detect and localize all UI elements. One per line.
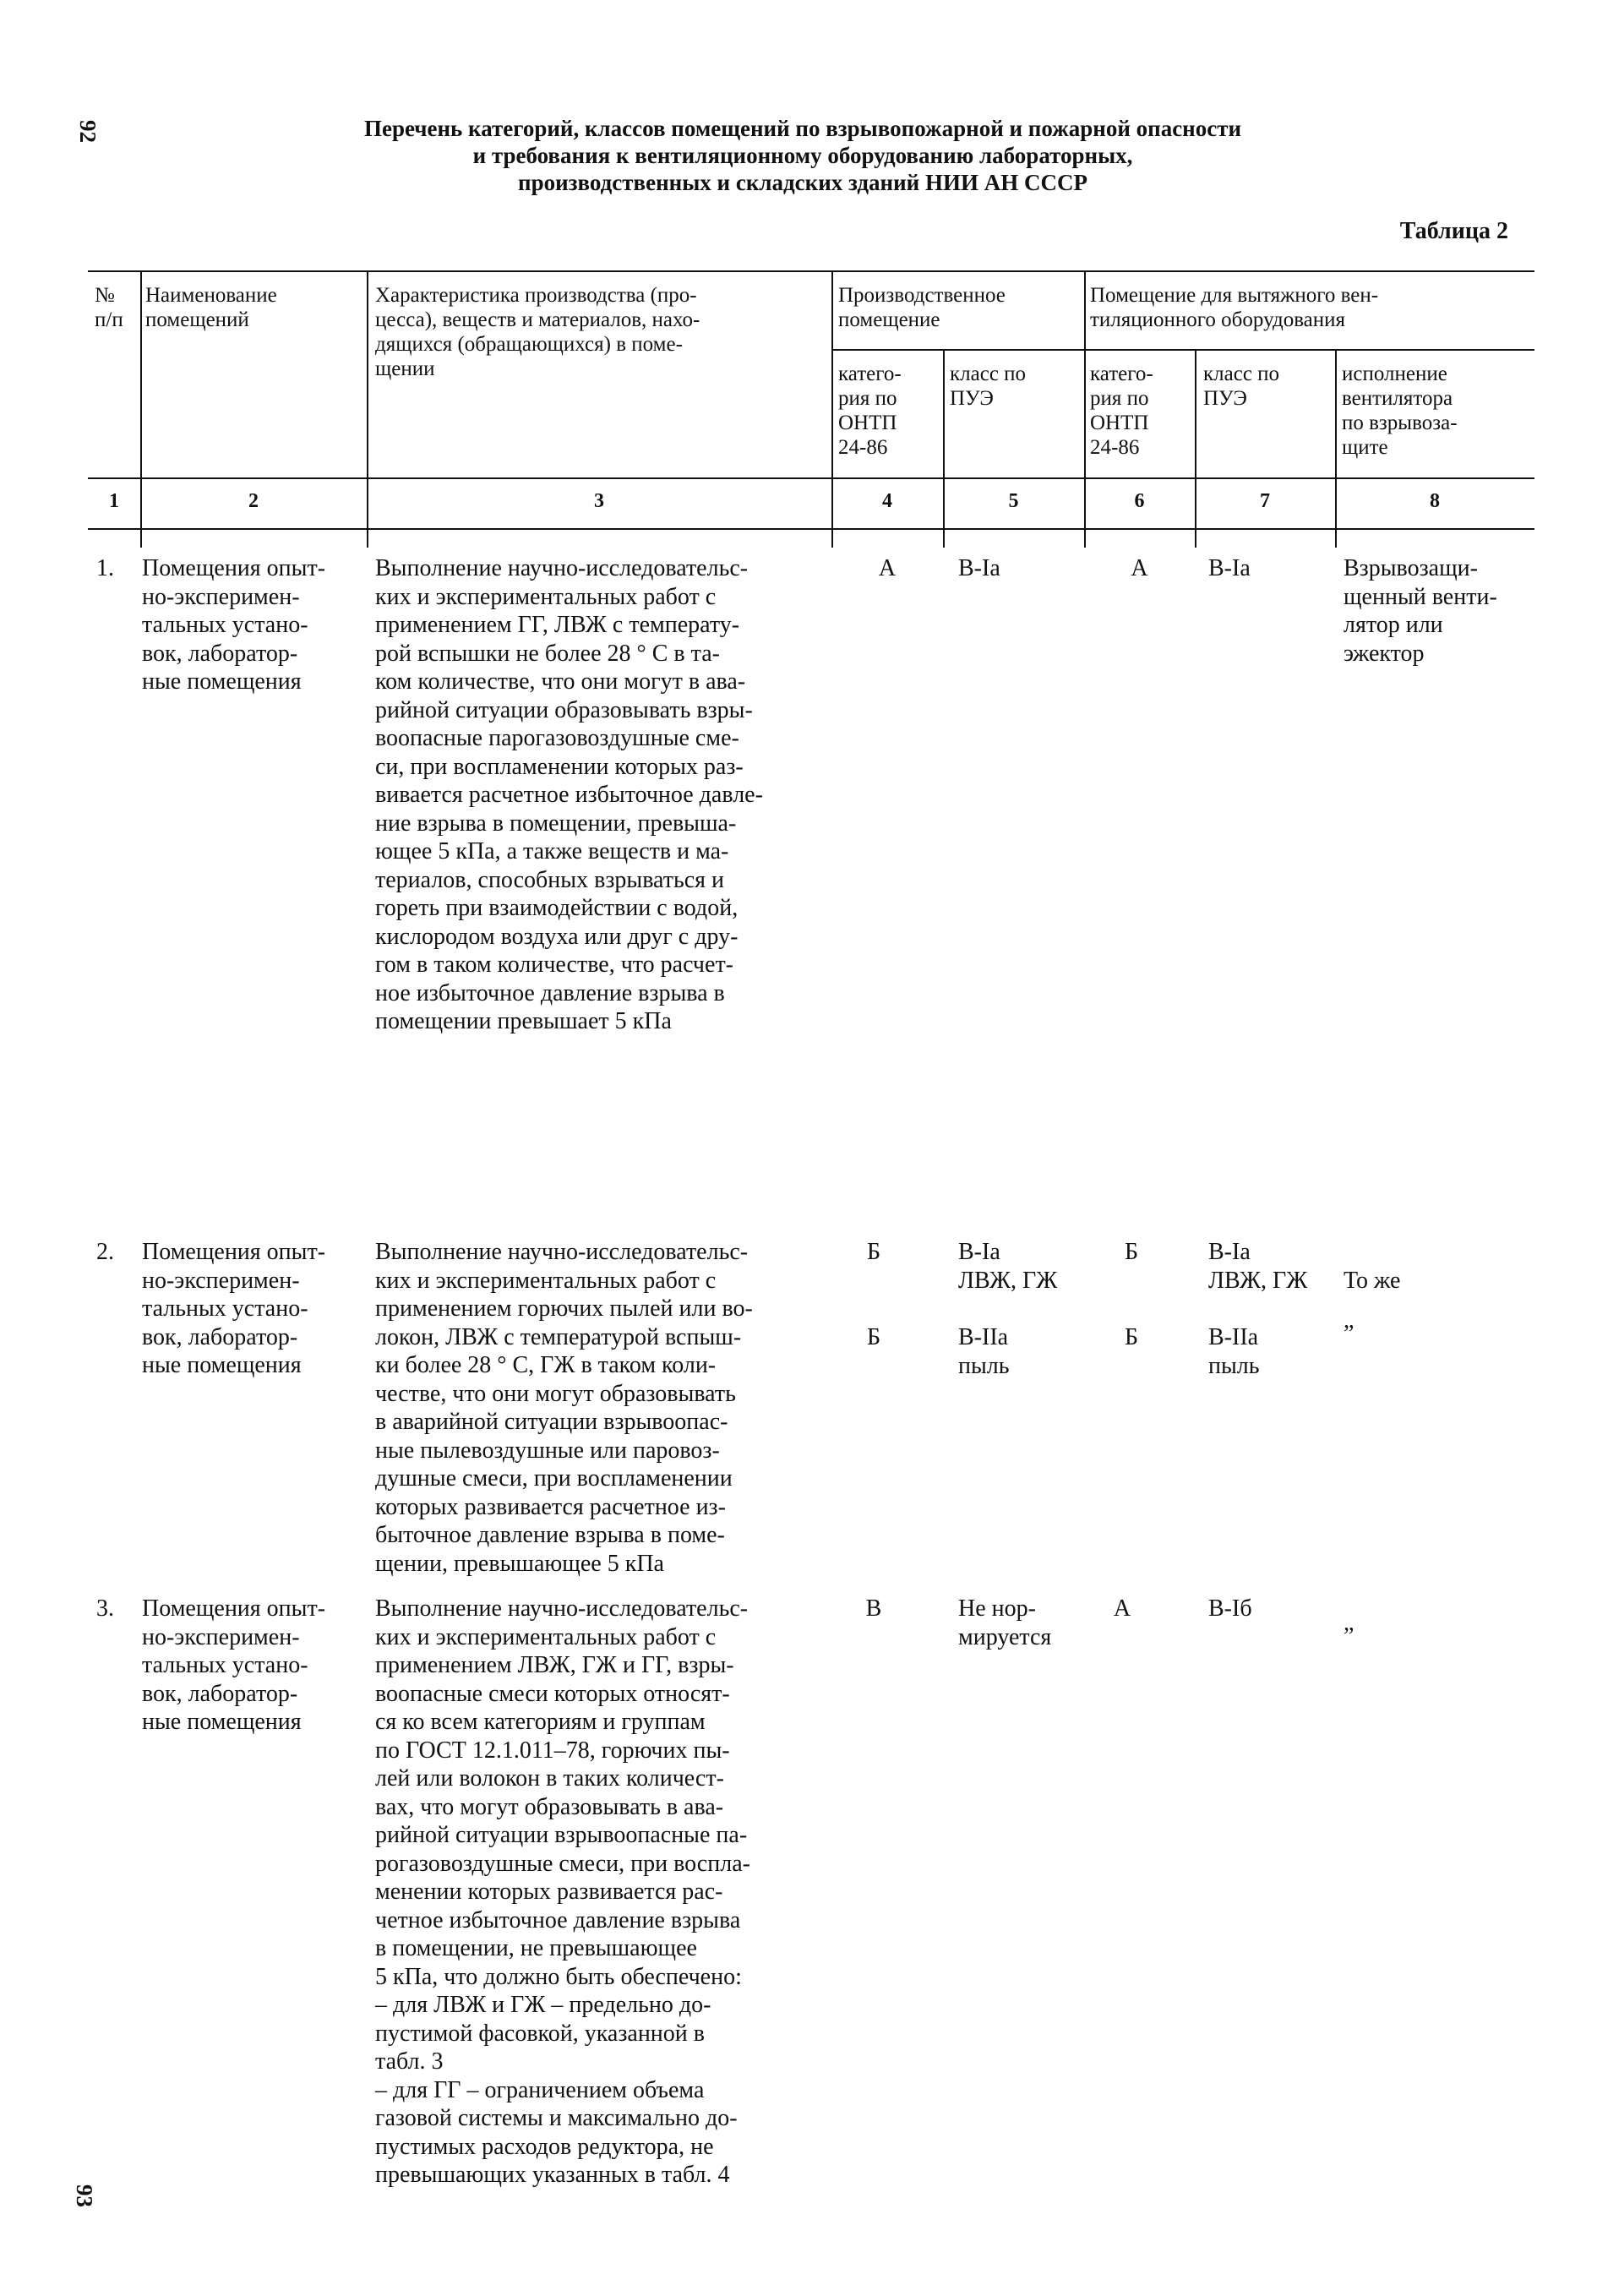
fan-design: То же bbox=[1344, 1268, 1401, 1294]
col-number-3: 3 bbox=[594, 490, 604, 512]
col-number-2: 2 bbox=[248, 490, 259, 512]
prod-category: В bbox=[865, 1595, 882, 1622]
vent-class: В-IIа пыль bbox=[1208, 1324, 1260, 1379]
row-number: 1. bbox=[96, 555, 114, 581]
room-name: Помещения опыт- но-эксперимен- тальных устано- вок, лаборатор- ные помещения bbox=[142, 1239, 326, 1378]
header-col-name: Наименование помещений bbox=[145, 284, 277, 331]
process-description: Выполнение научно-исследовательс- ких и экспериментальных работ с применением ЛВЖ, ГЖ и ГГ, взры- воопасные смеси которых относят- ся ко всем категориям и группам по ГОСТ 12.1.011–78, горючих пы- лей или волокон в таких количест- вах, что могут образовывать в ава- рийной ситуации взрывоопасные па- рогазовоздушные смеси, при воспла- менении которых развивается рас- четное избыточное давление взрыва в помещении, не превышающее 5 кПа, что должно быть обеспечено: – для ЛВЖ и ГЖ – предельно до- пустимой фасовкой, указанной в табл. 3 – для ГГ – ограничением объема газовой системы и максимально до- пустимых расходов редуктора, не превышающих указанных в табл. 4 bbox=[375, 1595, 750, 2188]
row-number: 3. bbox=[96, 1595, 114, 1622]
prod-category: А bbox=[878, 555, 897, 581]
header-col-category-prod: катего- рия по ОНТП 24-86 bbox=[838, 363, 902, 459]
page-number-bottom: 93 bbox=[72, 2184, 97, 2207]
process-description: Выполнение научно-исследовательс- ких и экспериментальных работ с применением горючих пылей или во- локон, ЛВЖ с температурой вспыш- ки более 28 ° С, ГЖ в таком коли- честве, что они могут образовывать в аварийной ситуации взрывоопас- ные пылевоздушные или паровоз- душные смеси, при воспламенении которых развивается расчетное из- быточное давление взрыва в поме- щении, превышающее 5 кПа bbox=[375, 1239, 753, 1577]
prod-class: В-Iа ЛВЖ, ГЖ bbox=[958, 1239, 1058, 1294]
fan-design: ” bbox=[1344, 1321, 1354, 1347]
page-number-top: 92 bbox=[75, 120, 101, 143]
header-col-class-vent: класс по ПУЭ bbox=[1203, 363, 1280, 410]
vent-category: Б bbox=[1124, 1324, 1139, 1350]
col-number-7: 7 bbox=[1260, 490, 1270, 512]
header-ventilation-room: Помещение для вытяжного вен- тиляционного оборудования bbox=[1090, 284, 1379, 331]
document-title bbox=[203, 115, 1403, 196]
vent-class: В-Iа ЛВЖ, ГЖ bbox=[1208, 1239, 1308, 1294]
header-production-room: Производственное помещение bbox=[838, 284, 1006, 331]
vent-category: А bbox=[1113, 1595, 1131, 1622]
prod-class: В-Iа bbox=[958, 555, 1000, 581]
header-col-category-vent: катего- рия по ОНТП 24-86 bbox=[1090, 363, 1153, 459]
col-number-1: 1 bbox=[109, 490, 119, 512]
room-name: Помещения опыт- но-эксперимен- тальных устано- вок, лаборатор- ные помещения bbox=[142, 1595, 326, 1735]
vent-class: В-Iб bbox=[1208, 1595, 1252, 1622]
vent-category: А bbox=[1131, 555, 1148, 581]
fan-design: ” bbox=[1344, 1623, 1354, 1650]
vent-class: В-Iа bbox=[1208, 555, 1251, 581]
prod-class: Не нор- мируется bbox=[958, 1595, 1052, 1650]
col-number-4: 4 bbox=[882, 490, 892, 512]
fan-design: Взрывозащи- щенный венти- лятор или эжектор bbox=[1344, 555, 1497, 667]
process-description: Выполнение научно-исследовательс- ких и экспериментальных работ с применением ГГ, ЛВЖ с температу- рой вспышки не более 28 ° С в та- ком количестве, что они могут в ава- рийной ситуации образовывать взры- воопасные парогазовоздушные сме- си, при воспламенении которых раз- вивается расчетное избыточное давле- ние взрыва в помещении, превыша- ющее 5 кПа, а также веществ и ма- териалов, способных взрываться и гореть при взаимодействии с водой, кислородом воздуха или друг с дру- гом в таком количестве, что расчет- ное избыточное давление взрыва в помещении превышает 5 кПа bbox=[375, 555, 763, 1034]
prod-category: Б bbox=[866, 1324, 881, 1350]
col-number-5: 5 bbox=[1008, 490, 1019, 512]
col-number-6: 6 bbox=[1134, 490, 1145, 512]
prod-category: Б bbox=[866, 1239, 881, 1265]
header-col-fan-design: исполнение вентилятора по взрывоза- щите bbox=[1342, 363, 1458, 459]
prod-class: В-IIа пыль bbox=[958, 1324, 1010, 1379]
table-label: Таблица 2 bbox=[1399, 218, 1508, 244]
room-name: Помещения опыт- но-эксперимен- тальных устано- вок, лаборатор- ные помещения bbox=[142, 555, 326, 695]
col-number-8: 8 bbox=[1430, 490, 1440, 512]
vent-category: Б bbox=[1124, 1239, 1139, 1265]
row-number: 2. bbox=[96, 1239, 114, 1265]
title-line: производственных и складских зданий НИИ АН СССР bbox=[518, 170, 1087, 195]
header-col-number: № п/п bbox=[95, 284, 123, 331]
title-line: и требования к вентиляционному оборудованию лабораторных, bbox=[472, 143, 1133, 168]
header-col-characteristics: Характеристика производства (про- цесса), веществ и материалов, нахо- дящихся (обращающихся) в поме- щении bbox=[375, 284, 700, 380]
header-col-class-prod: класс по ПУЭ bbox=[950, 363, 1027, 410]
title-line: Перечень категорий, классов помещений по взрывопожарной и пожарной опасности bbox=[363, 116, 1242, 141]
